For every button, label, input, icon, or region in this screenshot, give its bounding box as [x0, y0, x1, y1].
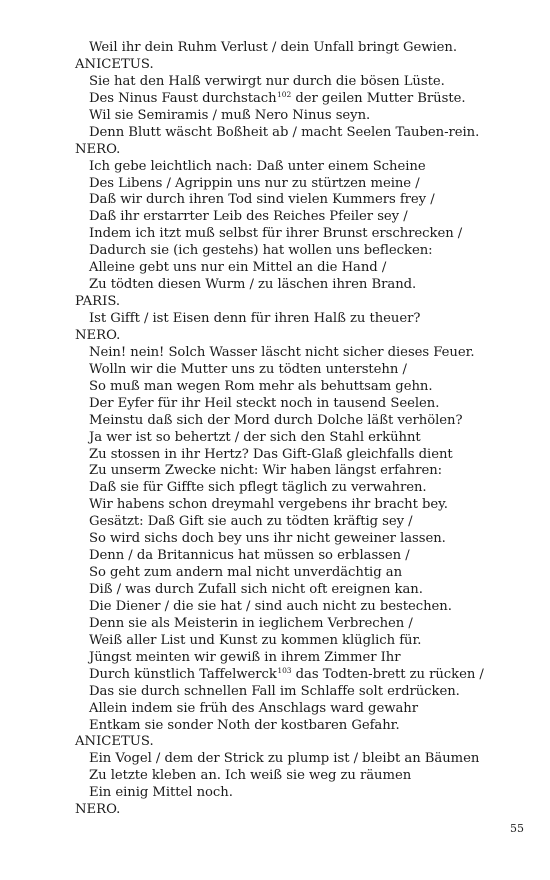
line-text: Gesätzt: Daß Gift sie auch zu tödten kräftig sey / — [89, 514, 413, 530]
line-text: Durch künstlich Taffelwerck — [89, 666, 277, 682]
line-text: Zu letzte kleben an. Ich weiß sie weg zu räumen — [89, 768, 412, 784]
verse-line — [75, 497, 545, 514]
line-text: Des Libens / Agrippin uns nur zu stürtzen meine / — [89, 175, 420, 191]
line-text: Die Diener / die sie hat / sind auch nicht zu bestechen. — [89, 598, 452, 614]
verse-line — [75, 701, 545, 718]
line-text: NERO. — [75, 327, 121, 343]
verse-line — [75, 108, 545, 125]
verse-line — [75, 277, 545, 294]
verse-line — [75, 74, 545, 91]
page-text — [75, 40, 545, 819]
line-text-continued: der geilen Mutter Brüste. — [291, 90, 466, 106]
verse-line — [75, 480, 545, 497]
line-text: Entkam sie sonder Noth der kostbaren Gefahr. — [89, 717, 400, 733]
speaker-name — [75, 294, 545, 311]
verse-line — [75, 768, 545, 785]
line-text: Denn Blutt wäscht Boßheit ab / macht Seelen Tauben-rein. — [89, 124, 480, 140]
verse-line — [75, 396, 545, 413]
line-text: Nein! nein! Solch Wasser läscht nicht sicher dieses Feuer. — [89, 344, 475, 360]
verse-line — [75, 260, 545, 277]
line-text: Ein Vogel / dem der Strick zu plump ist / bleibt an Bäumen — [89, 751, 480, 767]
speaker-name — [75, 142, 545, 159]
verse-line — [75, 684, 545, 701]
line-text: Daß wir durch ihren Tod sind vielen Kummers frey / — [89, 192, 435, 208]
verse-line — [75, 379, 545, 396]
line-text: Denn / da Britannicus hat müssen so erblassen / — [89, 548, 410, 564]
line-text: NERO. — [75, 141, 121, 157]
line-text: So muß man wegen Rom mehr als behuttsam gehn. — [89, 378, 433, 394]
line-text: ANICETUS. — [75, 56, 154, 72]
line-text: Jüngst meinten wir gewiß in ihrem Zimmer Ihr — [89, 649, 401, 665]
line-text: Wir habens schon dreymahl vergebens ihr bracht bey. — [89, 497, 448, 513]
speaker-name — [75, 802, 545, 819]
line-text: Ein einig Mittel noch. — [89, 785, 233, 801]
line-text: Ist Gifft / ist Eisen denn für ihren Halß zu theuer? — [89, 311, 421, 326]
verse-line — [75, 91, 545, 108]
line-text: Indem ich itzt muß selbst für ihrer Brunst erschrecken / — [89, 226, 463, 242]
line-text: Weil ihr dein Ruhm Verlust / dein Unfall bringt Gewien. — [89, 40, 458, 55]
verse-line — [75, 311, 545, 328]
verse-line — [75, 209, 545, 226]
line-text: Das sie durch schnellen Fall im Schlaffe solt erdrücken. — [89, 683, 460, 699]
verse-line — [75, 785, 545, 802]
verse-line — [75, 413, 545, 430]
verse-line — [75, 463, 545, 480]
line-text: Der Eyfer für ihr Heil steckt noch in tausend Seelen. — [89, 395, 440, 411]
verse-line — [75, 447, 545, 464]
line-text: Ja wer ist so behertzt / der sich den Stahl erkühnt — [89, 429, 421, 445]
speaker-name — [75, 328, 545, 345]
verse-line — [75, 751, 545, 768]
verse-line — [75, 667, 545, 684]
page-number: 55 — [510, 822, 524, 835]
verse-line — [75, 599, 545, 616]
footnote-marker[interactable]: 103 — [277, 665, 292, 675]
line-text: Allein indem sie früh des Anschlags ward gewahr — [89, 700, 418, 716]
verse-line — [75, 548, 545, 565]
line-text: Denn sie als Meisterin in ieglichem Verbrechen / — [89, 615, 413, 631]
verse-line — [75, 192, 545, 209]
line-text: Weiß aller List und Kunst zu kommen klüglich für. — [89, 632, 422, 648]
verse-line — [75, 650, 545, 667]
line-text: Zu stossen in ihr Hertz? Das Gift-Glaß gleichfalls dient — [89, 446, 453, 462]
line-text: Diß / was durch Zufall sich nicht oft ereignen kan. — [89, 582, 423, 597]
line-text: NERO. — [75, 802, 121, 818]
verse-line — [75, 430, 545, 447]
verse-line — [75, 40, 545, 57]
verse-line — [75, 362, 545, 379]
verse-line — [75, 125, 545, 142]
line-text: Zu tödten diesen Wurm / zu läschen ihren Brand. — [89, 277, 417, 293]
line-text: So wird sichs doch bey uns ihr nicht geweiner lassen. — [89, 531, 446, 547]
line-text: Daß sie für Giffte sich pflegt täglich zu verwahren. — [89, 480, 427, 496]
verse-line — [75, 514, 545, 531]
speaker-name — [75, 57, 545, 74]
line-text-continued: das Todten-brett zu rücken / — [291, 666, 484, 682]
verse-line — [75, 159, 545, 176]
verse-line — [75, 243, 545, 260]
verse-line — [75, 616, 545, 633]
line-text: Alleine gebt uns nur ein Mittel an die Hand / — [89, 260, 387, 276]
line-text: Sie hat den Halß verwirgt nur durch die bösen Lüste. — [89, 73, 445, 89]
verse-line — [75, 226, 545, 243]
line-text: Zu unserm Zwecke nicht: Wir haben längst erfahren: — [89, 463, 443, 479]
verse-line — [75, 565, 545, 582]
verse-line — [75, 582, 545, 599]
speaker-name — [75, 734, 545, 751]
footnote-marker[interactable]: 102 — [277, 89, 292, 99]
verse-line — [75, 633, 545, 650]
verse-line — [75, 718, 545, 735]
line-text: Wolln wir die Mutter uns zu tödten unterstehn / — [89, 361, 407, 377]
line-text: PARIS. — [75, 294, 121, 310]
verse-line — [75, 531, 545, 548]
verse-line — [75, 176, 545, 193]
verse-line — [75, 345, 545, 362]
line-text: So geht zum andern mal nicht unverdächtig an — [89, 565, 403, 581]
line-text: Meinstu daß sich der Mord durch Dolche läßt verhölen? — [89, 412, 463, 428]
line-text: Wil sie Semiramis / muß Nero Ninus seyn. — [89, 107, 371, 123]
line-text: Des Ninus Faust durchstach — [89, 90, 277, 106]
line-text: Ich gebe leichtlich nach: Daß unter einem Scheine — [89, 158, 426, 174]
line-text: ANICETUS. — [75, 734, 154, 750]
line-text: Dadurch sie (ich gestehs) hat wollen uns beflecken: — [89, 243, 433, 259]
line-text: Daß ihr erstarrter Leib des Reiches Pfeiler sey / — [89, 209, 408, 225]
